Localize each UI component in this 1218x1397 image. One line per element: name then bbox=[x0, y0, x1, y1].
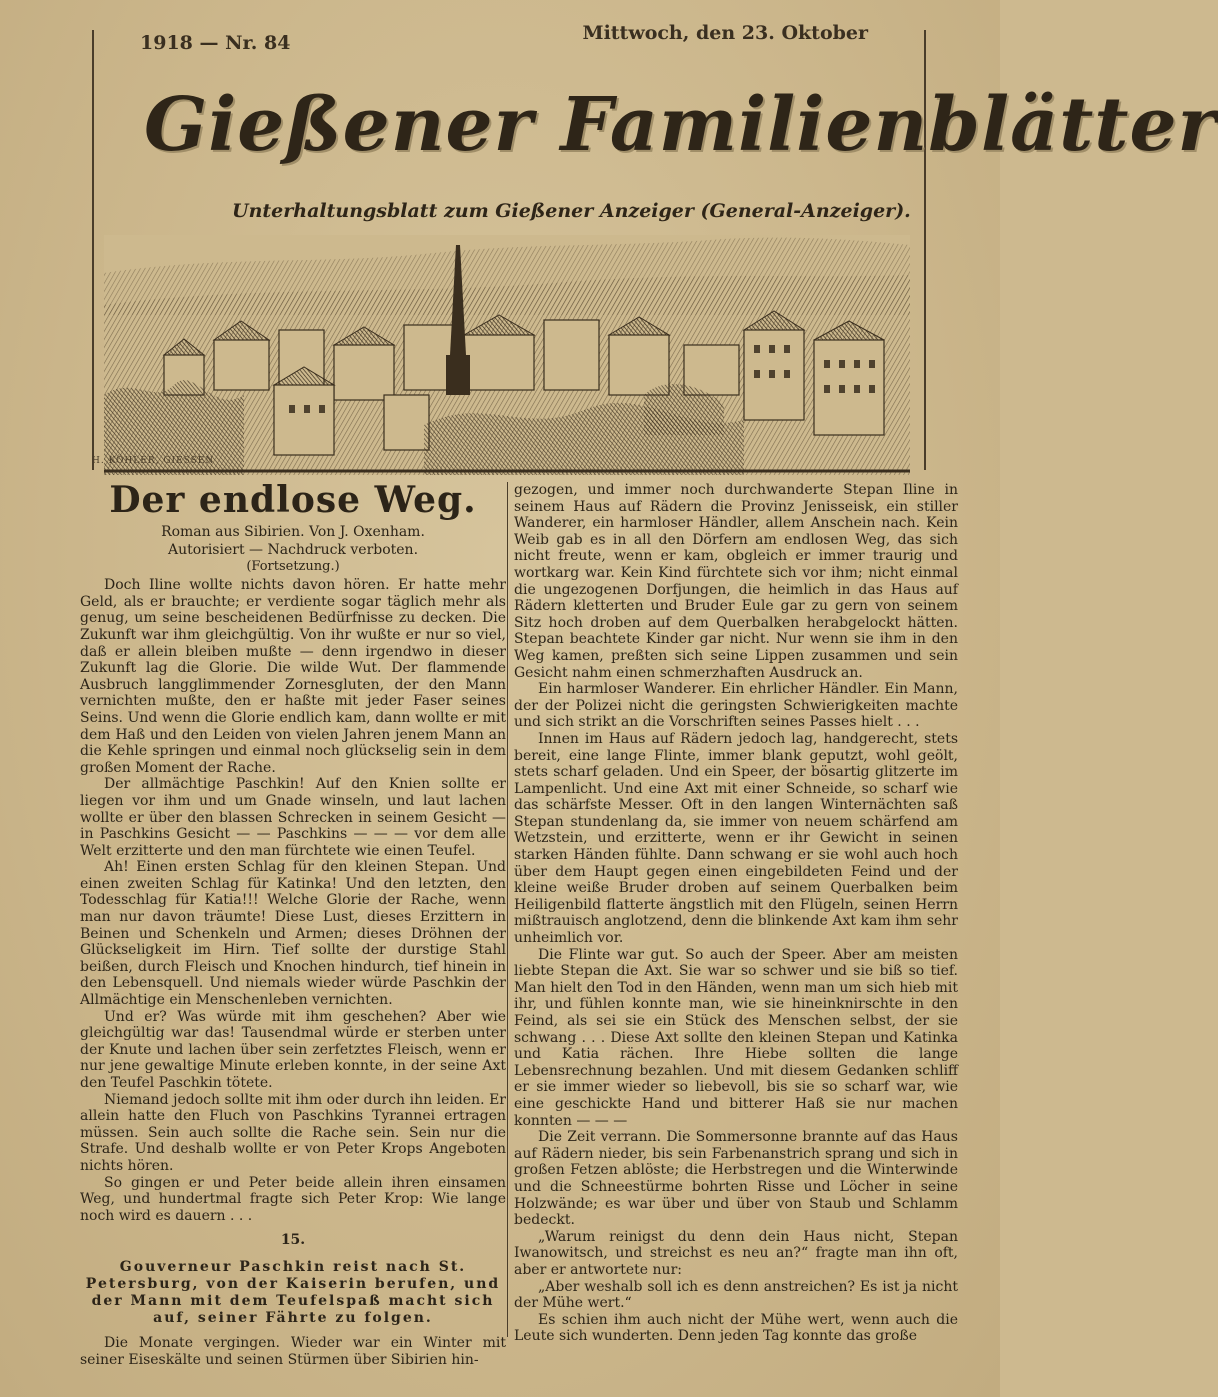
chapter-heading: Gouverneur Paschkin reist nach St. Petersburg, von der Kaiserin berufen, und der Mann mit dem Teufelspaß macht sich auf, seiner Fährte zu folgen. bbox=[85, 1258, 501, 1326]
masthead-subtitle: Unterhaltungsblatt zum Gießener Anzeiger (General-Anzeiger). bbox=[232, 200, 911, 222]
chapter-number: 15. bbox=[280, 1232, 306, 1249]
issue-date: Mittwoch, den 23. Oktober bbox=[582, 22, 868, 44]
paragraph: „Aber weshalb soll ich es denn anstreichen? Es ist ja nicht der Mühe wert.“ bbox=[514, 1278, 958, 1312]
paragraph: Ein harmloser Wanderer. Ein ehrlicher Händler. Ein Mann, der der Polizei nicht die geringsten Schwierigkeiten machte und sich strikt an die Vorschriften seines Passes hielt . . . bbox=[514, 681, 958, 731]
story-title: Der endlose Weg. bbox=[109, 479, 477, 521]
rights-notice: Autorisiert — Nachdruck verboten. bbox=[167, 541, 419, 558]
paragraph: Doch Iline wollte nichts davon hören. Er hatte mehr Geld, als er brauchte; er verdiente sogar täglich mehr als genug, um seine bescheidenen Bedürfnisse zu decken. Die Zukunft war ihm gleichgültig. Von ihr wußte er nur so viel, daß er allein bleiben mußte — denn irgendwo in dieser Zukunft lag die Glorie. Die wilde Wut. Der flammende Ausbruch langglimmender Zornesgluten, der den Mann vernichten mußte, den er haßte mit jeder Faser seines Seins. Und wenn die Glorie endlich kam, dann wollte er mit dem Haß und den Leiden von vielen Jahren jenem Mann an die Kehle springen und einmal noch glückselig sein in dem großen Moment der Rache. bbox=[80, 577, 506, 776]
article-column-right bbox=[514, 482, 958, 1345]
issue-number: 1918 — Nr. 84 bbox=[140, 32, 291, 54]
paragraph: So gingen er und Peter beide allein ihren einsamen Weg, und hundertmal fragte sich Peter Krop: Wie lange noch wird es dauern . . . bbox=[80, 1174, 506, 1224]
paragraph: „Warum reinigst du denn dein Haus nicht, Stepan Iwanowitsch, und streichst es neu an?“ fragte man ihn oft, aber er antwortete nur: bbox=[514, 1228, 958, 1278]
continuation-note: (Fortsetzung.) bbox=[246, 558, 340, 574]
paragraph: gezogen, und immer noch durchwanderte Stepan Iline in seinem Haus auf Rädern die Provinz Jenisseisk, ein stiller Wanderer, ein harmloser Händler, allem Anschein nach. Kein Weib gab es in all den Dörfern am endlosen Weg, das sich nicht freute, wenn er kam, obgleich er immer traurig und wortkarg war. Kein Kind fürchtete sich vor ihm; nicht einmal die ungezogenen Dorfjungen, die heimlich in das Haus auf Rädern kletterten und Bruder Eule gar zu gern von seinem Sitz hoch droben auf dem Querbalken herabgelockt hätten. Stepan beachtete Kinder gar nicht. Nur wenn sie ihm in den Weg kamen, preßten sich seine Lippen zusammen und sein Gesicht nahm einen schmerzhaften Ausdruck an. bbox=[514, 482, 958, 681]
city-illustration bbox=[104, 235, 910, 475]
masthead-title: Gießener Familienblätter bbox=[144, 82, 1218, 168]
article-column-left bbox=[80, 479, 506, 1368]
story-byline: Roman aus Sibirien. Von J. Oxenham. bbox=[161, 523, 425, 540]
paragraph: Ah! Einen ersten Schlag für den kleinen Stepan. Und einen zweiten Schlag für Katinka! Und den letzten, den Todesschlag für Katia!!! Welche Glorie der Rache, wenn man nur davon träumte! Diese Lust, dieses Erzittern in Beinen und Schenkeln und Armen; dieses Dröhnen der Glückseligkeit im Hirn. Tief sollte der durstige Stahl beißen, durch Fleisch und Knochen hindurch, tief hinein in den Lebensquell. Und niemals wieder würde Paschkin der Allmächtige ein Menschenleben vernichten. bbox=[80, 859, 506, 1009]
engraver-credit: H. KÖHLER, GIESSEN bbox=[92, 456, 215, 466]
paragraph: Der allmächtige Paschkin! Auf den Knien sollte er liegen vor ihm und um Gnade winseln, und laut lachen wollte er über den blassen Schrecken in seinem Gesicht — in Paschkins Gesicht — — Paschkins — — — vor dem alle Welt erzitterte und den man fürchtete wie einen Teufel. bbox=[80, 776, 506, 859]
paragraph: Die Zeit verrann. Die Sommersonne brannte auf das Haus auf Rädern nieder, bis sein Farbenanstrich sprang und sich in großen Fetzen ablöste; die Herbstregen und die Winterwinde und die Schneestürme bohrten Risse und Löcher in seine Holzwände; es war über und über von Staub und Schlamm bedeckt. bbox=[514, 1129, 958, 1229]
paragraph: Niemand jedoch sollte mit ihm oder durch ihn leiden. Er allein hatte den Fluch von Paschkins Tyrannei ertragen müssen. Sein auch sollte die Rache sein. Sein nur die Strafe. Und deshalb wollte er von Peter Krops Angeboten nichts hören. bbox=[80, 1091, 506, 1174]
masthead bbox=[92, 30, 1218, 470]
paragraph: Die Flinte war gut. So auch der Speer. Aber am meisten liebte Stepan die Axt. Sie war so schwer und sie biß so tief. Man hielt den Tod in den Händen, wenn man um sich hieb mit ihr, und fühlen konnte man, wie sie hineinknirschte in den Feind, als sei sie ein Stück des Menschen selbst, der sie schwang . . . Diese Axt sollte den kleinen Stepan und Katinka und Katia rächen. Ihre Hiebe sollten die lange Lebensrechnung bezahlen. Und mit diesem Gedanken schliff er sie immer wieder so liebevoll, bis sie so scharf war, wie eine geschickte Hand und bitterer Haß sie nur machen konnten — — — bbox=[514, 946, 958, 1129]
paragraph: Und er? Was würde mit ihm geschehen? Aber wie gleichgültig war das! Tausendmal würde er sterben unter der Knute und lachen über sein zerfetztes Fleisch, wenn er nur jene gewaltige Minute erleben konnte, in der seine Axt den Teufel Paschkin tötete. bbox=[80, 1008, 506, 1091]
paragraph: Die Monate vergingen. Wieder war ein Winter mit seiner Eiseskälte und seinen Stürmen über Sibirien hin- bbox=[80, 1334, 506, 1368]
paragraph: Es schien ihm auch nicht der Mühe wert, wenn auch die Leute sich wunderten. Denn jeden Tag konnte das große bbox=[514, 1311, 958, 1345]
paragraph: Innen im Haus auf Rädern jedoch lag, handgerecht, stets bereit, eine lange Flinte, immer blank geputzt, wohl geölt, stets scharf geladen. Und ein Speer, der bösartig glitzerte im Lampenlicht. Und eine Axt mit einer Schneide, so scharf wie das schärfste Messer. Oft in den langen Winternächten saß Stepan stundenlang da, sie immer von neuem schärfend am Wetzstein, und erzitterte, wenn er ihr Gewicht in seinen starken Händen fühlte. Dann schwang er sie wohl auch hoch über dem Haupt gegen einen eingebildeten Feind und der kleine weiße Bruder droben auf seinem Querbalken beim Heiligenbild flatterte ängstlich mit den Flügeln, seinen Herrn mißtrauisch anglotzend, denn die blinkende Axt kam ihm sehr unheimlich vor. bbox=[514, 730, 958, 947]
column-divider bbox=[507, 482, 508, 1337]
